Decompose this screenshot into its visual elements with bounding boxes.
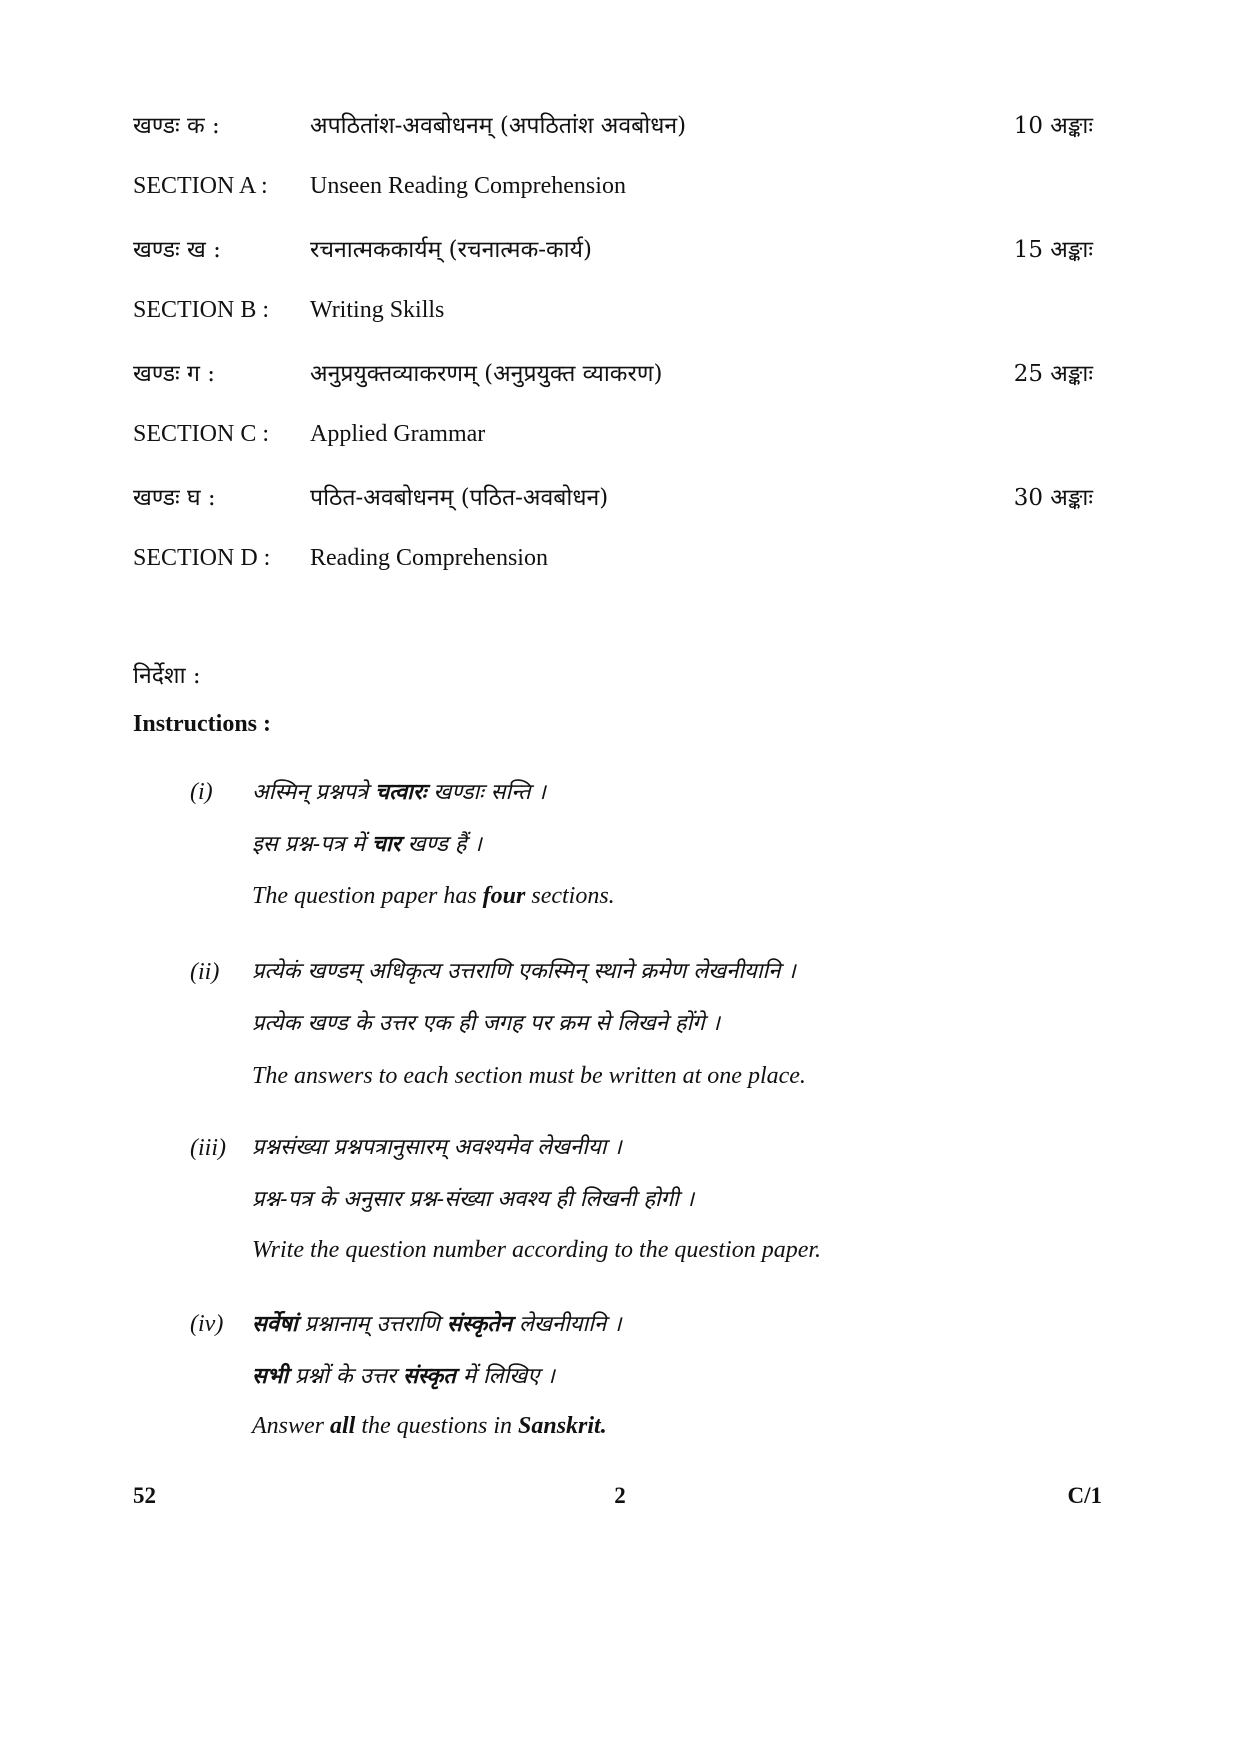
instruction-3-hindi-text: प्रश्न-पत्र के अनुसार प्रश्न-संख्या अवश्य ही लिखनी होगी ।: [252, 1187, 695, 1212]
section-a-english-row: [133, 166, 1093, 206]
instruction-2-english: [190, 1056, 1090, 1096]
instruction-1-hindi-text: [252, 824, 482, 865]
instruction-3-sanskrit-text: प्रश्नसंख्या प्रश्नपत्रानुसारम् अवश्यमेव लेखनीया ।: [252, 1135, 622, 1160]
instructions-heading-english: Instructions :: [133, 711, 272, 737]
instruction-2-sanskrit-text: प्रत्येकं खण्डम् अधिकृत्य उत्तराणि एकस्मिन् स्थाने क्रमेण लेखनीयानि ।: [252, 959, 796, 984]
text-part: अस्मिन् प्रश्नपत्रे: [252, 780, 376, 805]
section-d-hindi-title: पठित-अवबोधनम् (पठित-अवबोधन): [310, 485, 609, 511]
instruction-4-number: (iv): [190, 1311, 224, 1337]
instruction-3-number: (iii): [190, 1135, 226, 1161]
text-part: में लिखिए ।: [455, 1364, 555, 1389]
emphasis-word: all: [330, 1413, 356, 1439]
emphasis-word: four: [482, 883, 526, 909]
text-part: इस प्रश्न-पत्र में: [252, 832, 372, 857]
section-c-english-row: [133, 414, 1093, 454]
instruction-4-english-text: [252, 1406, 607, 1446]
emphasis-word: संस्कृत: [402, 1363, 456, 1389]
section-b-hindi-label: खण्डः ख :: [133, 237, 221, 263]
footer-set-code: C/1: [1067, 1483, 1102, 1508]
section-c-english-title: Applied Grammar: [310, 421, 486, 447]
text-part: खण्ड हैं ।: [400, 832, 482, 857]
instruction-1-sanskrit: [190, 772, 1090, 812]
section-b-hindi-title: रचनात्मककार्यम् (रचनात्मक-कार्य): [310, 237, 592, 263]
instruction-1-number: (i): [190, 779, 213, 805]
text-part: The question paper has: [252, 883, 483, 909]
emphasis-word: Sanskrit.: [518, 1413, 607, 1439]
section-d-hindi-label: खण्डः घ :: [133, 485, 216, 511]
text-part: sections.: [525, 883, 615, 909]
section-b-english-title: Writing Skills: [310, 297, 445, 323]
instruction-1-english-text: [252, 876, 615, 916]
section-a-marks: 10 अङ्काः: [1013, 113, 1093, 139]
section-a-hindi-row: [133, 106, 1093, 146]
instruction-4-hindi-text: [252, 1356, 555, 1397]
instruction-4-sanskrit: [190, 1304, 1090, 1344]
instruction-3-hindi: [190, 1180, 1090, 1220]
section-a-english-label: SECTION A :: [133, 173, 268, 199]
emphasis-word: चार: [371, 831, 401, 857]
instruction-2-english-text: The answers to each section must be written at one place.: [252, 1063, 806, 1089]
text-part: Answer: [252, 1413, 330, 1439]
instruction-3-english-text: Write the question number according to the question paper.: [252, 1237, 822, 1263]
text-part: प्रश्नों के उत्तर: [288, 1364, 403, 1389]
section-d-marks: 30 अङ्काः: [1013, 485, 1093, 511]
emphasis-word: सभी: [252, 1363, 289, 1389]
instruction-4-hindi: [190, 1356, 1090, 1396]
instruction-4-english: [190, 1406, 1090, 1446]
section-c-english-label: SECTION C :: [133, 421, 270, 447]
section-b-marks: 15 अङ्काः: [1013, 237, 1093, 263]
footer-paper-code: 52: [133, 1483, 156, 1508]
instruction-1-hindi: [190, 824, 1090, 864]
text-part: the questions in: [355, 1413, 518, 1439]
footer-page-number: 2: [614, 1483, 626, 1508]
text-part: लेखनीयानि ।: [511, 1312, 622, 1337]
instruction-2-hindi: [190, 1004, 1090, 1044]
emphasis-word: चत्वारः: [375, 779, 427, 805]
emphasis-word: संस्कृतेन: [446, 1311, 512, 1337]
section-d-english-label: SECTION D :: [133, 545, 271, 571]
instruction-2-number: (ii): [190, 959, 220, 985]
instruction-2-sanskrit: [190, 952, 1090, 992]
section-c-hindi-row: [133, 354, 1093, 394]
section-b-english-label: SECTION B :: [133, 297, 270, 323]
section-c-hindi-title: अनुप्रयुक्तव्याकरणम् (अनुप्रयुक्त व्याकरण): [310, 361, 663, 387]
section-a-hindi-label: खण्डः क :: [133, 113, 220, 139]
text-part: खण्डाः सन्ति ।: [426, 780, 546, 805]
section-a-english-title: Unseen Reading Comprehension: [310, 173, 626, 199]
instructions-heading-hindi: निर्देशा :: [133, 663, 201, 689]
emphasis-word: सर्वेषां: [252, 1311, 298, 1337]
text-part: प्रश्नानाम् उत्तराणि: [297, 1312, 447, 1337]
section-a-hindi-title: अपठितांश-अवबोधनम् (अपठितांश अवबोधन): [310, 113, 687, 139]
section-c-marks: 25 अङ्काः: [1013, 361, 1093, 387]
section-d-english-row: [133, 538, 1093, 578]
instruction-4-sanskrit-text: [252, 1304, 622, 1345]
instruction-1-english: [190, 876, 1090, 916]
section-d-hindi-row: [133, 478, 1093, 518]
section-c-hindi-label: खण्डः ग :: [133, 361, 216, 387]
instruction-3-english: [190, 1230, 1090, 1270]
section-b-english-row: [133, 290, 1093, 330]
instruction-2-hindi-text: प्रत्येक खण्ड के उत्तर एक ही जगह पर क्रम से लिखने होंगे ।: [252, 1011, 721, 1036]
instruction-1-sanskrit-text: [252, 772, 546, 813]
section-d-english-title: Reading Comprehension: [310, 545, 548, 571]
section-b-hindi-row: [133, 230, 1093, 270]
instruction-3-sanskrit: [190, 1128, 1090, 1168]
